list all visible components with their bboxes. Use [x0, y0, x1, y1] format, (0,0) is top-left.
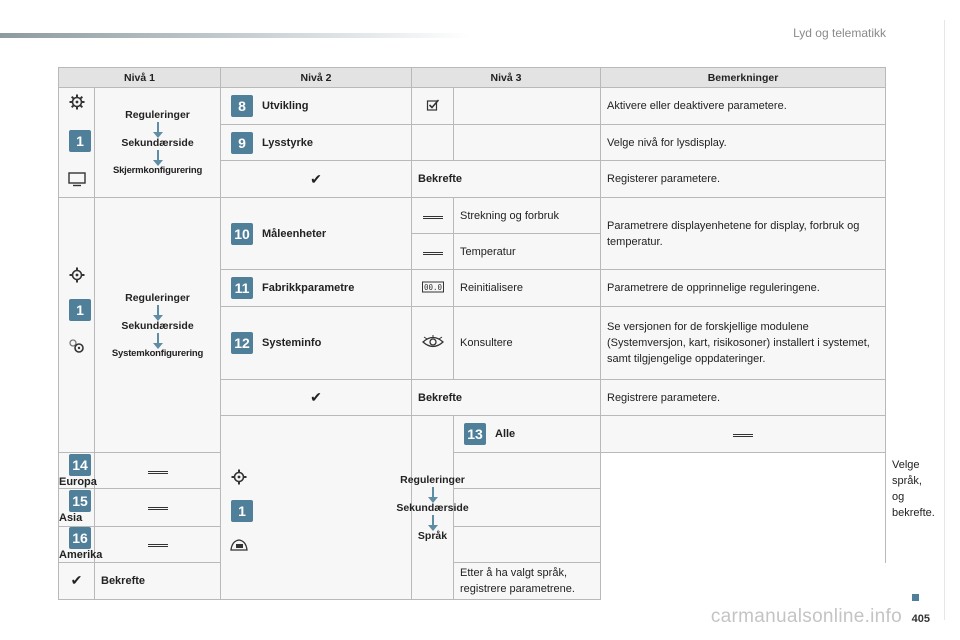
step-badge: 13 [464, 423, 486, 445]
level3-icon-cell [95, 453, 221, 489]
step-badge: 1 [231, 500, 253, 522]
step-badge: 9 [231, 132, 253, 154]
confirm-cell [221, 380, 412, 416]
watermark: carmanualsonline.info [710, 606, 902, 627]
step-badge: 1 [69, 299, 91, 321]
level2-label: Amerika [59, 549, 103, 562]
level3-icon-cell [412, 307, 454, 380]
down-arrow-icon [157, 305, 159, 315]
level3-label [454, 489, 601, 526]
level2-cell [59, 526, 103, 562]
dash-icon[interactable] [423, 252, 443, 255]
step-badge: 12 [231, 332, 253, 354]
level3-icon-cell [412, 88, 454, 125]
dash-icon[interactable] [148, 507, 168, 510]
col-header: Nivå 1 [59, 68, 221, 88]
level3-label: Konsultere [454, 307, 601, 380]
down-arrow-icon [157, 333, 159, 343]
table-row [59, 198, 886, 234]
level3-label [454, 125, 601, 161]
level2-label: Utvikling [262, 99, 309, 112]
step-badge: 15 [69, 490, 91, 512]
step-badge: 10 [231, 223, 253, 245]
table-row [59, 562, 886, 599]
table-row [59, 489, 886, 526]
page-number: 405 [911, 613, 930, 625]
col-header: Bemerkninger [601, 68, 886, 88]
level3-label [454, 453, 601, 489]
dash-icon[interactable] [733, 434, 753, 437]
down-arrow-icon [157, 150, 159, 160]
level1-icons [59, 88, 95, 198]
level2-label: Fabrikkparametre [262, 281, 355, 294]
level3-icon-cell [601, 416, 886, 453]
level2-label: Asia [59, 512, 83, 525]
down-arrow-icon [157, 122, 159, 132]
level3-label [454, 88, 601, 125]
level2-cell [221, 198, 412, 270]
header-decor-bar [0, 33, 470, 38]
level2-label: Europa [59, 475, 97, 488]
level3-icon-cell [412, 234, 454, 270]
level2-label: Måleenheter [262, 227, 327, 240]
level2-cell [59, 453, 95, 489]
step-badge: 14 [69, 454, 91, 476]
down-arrow-icon [432, 515, 434, 525]
gear-icon [231, 469, 247, 485]
check-icon[interactable]: ✔ [70, 572, 83, 589]
level3-label: Reinitialisere [454, 270, 601, 307]
level2-cell [221, 270, 412, 307]
remark: Parametrere de opprinnelige reguleringene. [601, 270, 886, 307]
gear-icon [69, 94, 85, 110]
level3-icon-cell [412, 125, 454, 161]
nav-path [95, 88, 221, 198]
path-step: Sekundærside [121, 319, 194, 332]
checkbox-icon[interactable] [426, 98, 440, 112]
step-badge: 16 [69, 527, 91, 549]
svg-text:00.0: 00.0 [423, 282, 442, 292]
level2-label: Lysstyrke [262, 136, 313, 149]
remark: Registerer parametere. [601, 161, 886, 198]
level2-cell [221, 307, 412, 380]
col-header: Nivå 2 [221, 68, 412, 88]
remark: Registrere parametere. [601, 380, 886, 416]
level3-icon-cell [412, 198, 454, 234]
section-title: Lyd og telematikk [793, 26, 886, 40]
settings-table [58, 67, 935, 600]
level2-label: Alle [495, 428, 516, 440]
remark: Velge nivå for lysdisplay. [601, 125, 886, 161]
level1-icons [221, 416, 412, 600]
nav-path [95, 198, 221, 453]
check-icon[interactable]: ✔ [310, 389, 322, 405]
table-header-row [59, 68, 886, 88]
level2-cell [59, 489, 95, 526]
path-step: Systemkonfigurering [111, 347, 204, 359]
level2-label: Systeminfo [262, 336, 322, 349]
eye-icon[interactable] [422, 335, 444, 349]
remark: Aktivere eller deaktivere parametere. [601, 88, 886, 125]
step-badge: 8 [231, 95, 253, 117]
path-step: Sekundærside [121, 137, 194, 149]
table-row [59, 88, 886, 125]
down-arrow-icon [432, 487, 434, 497]
counter-icon[interactable] [422, 281, 444, 293]
nav-path [396, 416, 469, 600]
level3-icon-cell [412, 270, 454, 307]
level2-label: Bekrefte [412, 380, 601, 416]
path-step: Sekundærside [396, 501, 469, 514]
check-icon[interactable]: ✔ [310, 170, 322, 187]
level3-icon-cell [95, 526, 221, 562]
gears-icon [67, 337, 87, 355]
level2-cell [454, 416, 601, 453]
col-header: Nivå 3 [412, 68, 601, 88]
language-icon [229, 537, 249, 553]
path-step: Språk [417, 529, 448, 542]
step-badge: 11 [231, 277, 253, 299]
level3-label: Strekning og forbruk [454, 198, 601, 234]
table-row [59, 453, 886, 489]
path-step: Reguleringer [400, 473, 465, 486]
gear-icon [69, 267, 85, 283]
page-edge-line [944, 20, 945, 620]
step-badge: 1 [69, 130, 91, 152]
dash-icon[interactable] [148, 544, 168, 547]
dash-icon[interactable] [148, 471, 168, 474]
remark: Etter å ha valgt språk, registrere parametrene. [454, 562, 601, 599]
remark: Se versjonen for de forskjellige modulene (Systemversjon, kart, risikosoner) installert i systemet, samt tilgjengelige oppdateringer. [601, 307, 886, 380]
level3-label: Temperatur [454, 234, 601, 270]
screen-icon [68, 171, 86, 187]
level2-label: Bekrefte [412, 161, 601, 198]
corner-marker [912, 594, 919, 601]
confirm-cell [59, 562, 95, 599]
path-step: Skjermkonfigurering [112, 165, 203, 176]
level1-icons [59, 198, 95, 453]
path-step: Reguleringer [125, 291, 190, 304]
path-step: Reguleringer [125, 109, 190, 121]
dash-icon[interactable] [423, 216, 443, 219]
table-row [59, 526, 886, 562]
table-row: 1 Reguleringer Sekundærside Språk 13 Alle Velge språk, og bekrefte. [59, 416, 886, 453]
level3-icon-cell [95, 489, 221, 526]
level2-label: Bekrefte [95, 562, 412, 599]
level2-cell [221, 88, 412, 125]
level3-label [454, 526, 601, 562]
level2-cell [221, 125, 412, 161]
confirm-cell [221, 161, 412, 198]
remark: Parametrere displayenhetene for display, forbruk og temperatur. [601, 198, 886, 270]
